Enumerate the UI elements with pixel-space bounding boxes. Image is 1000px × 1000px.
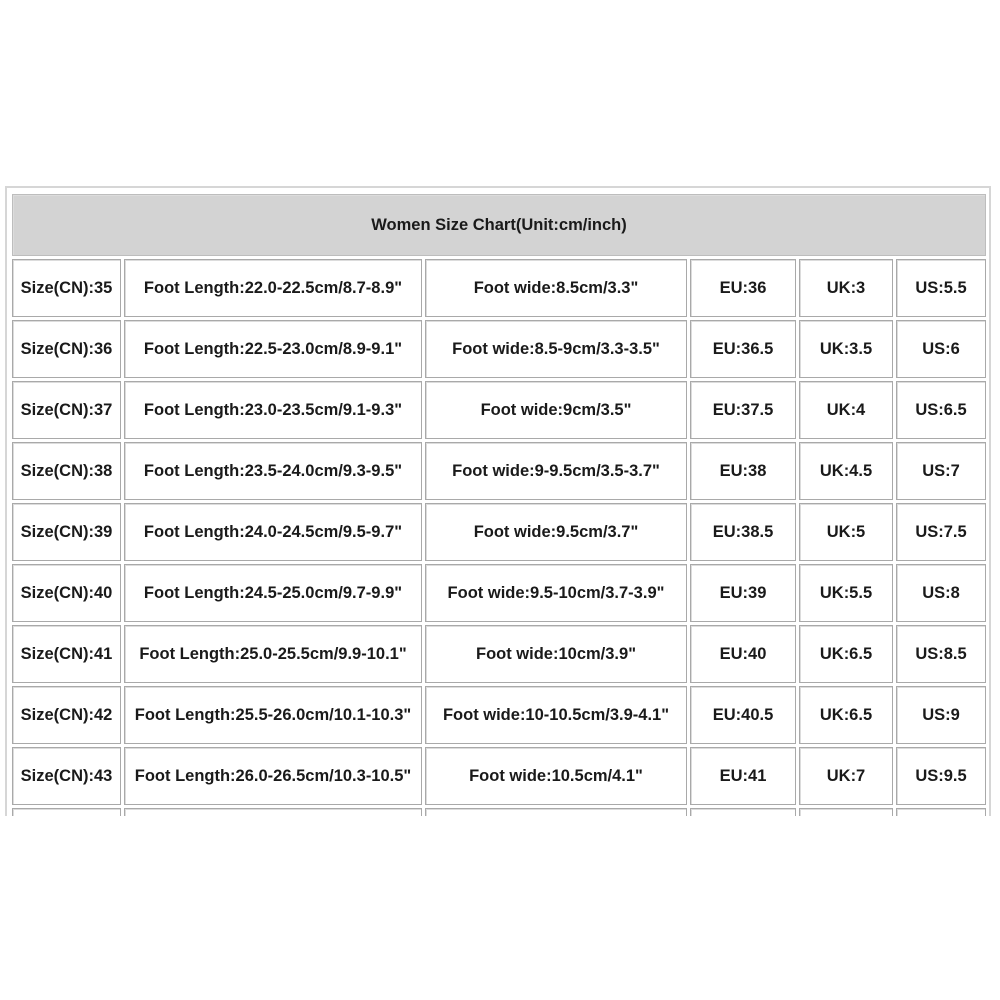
foot-width-cell: Foot wide:9.5cm/3.7" xyxy=(425,503,687,561)
eu-size-cell: EU:38 xyxy=(690,442,796,500)
foot-width-cell: Foot wide:10cm/3.9" xyxy=(425,625,687,683)
empty-cell xyxy=(12,808,121,816)
size-chart-table xyxy=(9,191,989,816)
size-chart-frame xyxy=(5,186,991,816)
us-size-cell: US:8 xyxy=(896,564,986,622)
uk-size-cell: UK:7 xyxy=(799,747,893,805)
foot-length-cell: Foot Length:26.0-26.5cm/10.3-10.5" xyxy=(124,747,422,805)
empty-cell xyxy=(799,808,893,816)
eu-size-cell: EU:36 xyxy=(690,259,796,317)
foot-width-cell: Foot wide:8.5-9cm/3.3-3.5" xyxy=(425,320,687,378)
foot-width-cell: Foot wide:9cm/3.5" xyxy=(425,381,687,439)
table-row xyxy=(12,747,986,805)
table-row xyxy=(12,381,986,439)
foot-length-cell: Foot Length:24.5-25.0cm/9.7-9.9" xyxy=(124,564,422,622)
foot-length-cell: Foot Length:25.0-25.5cm/9.9-10.1" xyxy=(124,625,422,683)
us-size-cell: US:6.5 xyxy=(896,381,986,439)
table-row-cropped xyxy=(12,808,986,816)
foot-width-cell: Foot wide:10-10.5cm/3.9-4.1" xyxy=(425,686,687,744)
us-size-cell: US:9 xyxy=(896,686,986,744)
uk-size-cell: UK:6.5 xyxy=(799,625,893,683)
eu-size-cell: EU:37.5 xyxy=(690,381,796,439)
cn-size-cell: Size(CN):36 xyxy=(12,320,121,378)
uk-size-cell: UK:3.5 xyxy=(799,320,893,378)
cn-size-cell: Size(CN):41 xyxy=(12,625,121,683)
cn-size-cell: Size(CN):40 xyxy=(12,564,121,622)
foot-width-cell: Foot wide:9.5-10cm/3.7-3.9" xyxy=(425,564,687,622)
empty-cell xyxy=(896,808,986,816)
table-row xyxy=(12,686,986,744)
us-size-cell: US:5.5 xyxy=(896,259,986,317)
us-size-cell: US:7 xyxy=(896,442,986,500)
us-size-cell: US:6 xyxy=(896,320,986,378)
eu-size-cell: EU:40.5 xyxy=(690,686,796,744)
uk-size-cell: UK:4.5 xyxy=(799,442,893,500)
foot-width-cell: Foot wide:8.5cm/3.3" xyxy=(425,259,687,317)
empty-cell xyxy=(425,808,687,816)
us-size-cell: US:9.5 xyxy=(896,747,986,805)
table-title-row xyxy=(12,194,986,256)
uk-size-cell: UK:4 xyxy=(799,381,893,439)
eu-size-cell: EU:36.5 xyxy=(690,320,796,378)
foot-length-cell: Foot Length:22.5-23.0cm/8.9-9.1" xyxy=(124,320,422,378)
cn-size-cell: Size(CN):42 xyxy=(12,686,121,744)
cn-size-cell: Size(CN):39 xyxy=(12,503,121,561)
eu-size-cell: EU:41 xyxy=(690,747,796,805)
foot-length-cell: Foot Length:22.0-22.5cm/8.7-8.9" xyxy=(124,259,422,317)
uk-size-cell: UK:3 xyxy=(799,259,893,317)
foot-length-cell: Foot Length:25.5-26.0cm/10.1-10.3" xyxy=(124,686,422,744)
foot-length-cell: Foot Length:23.0-23.5cm/9.1-9.3" xyxy=(124,381,422,439)
cn-size-cell: Size(CN):37 xyxy=(12,381,121,439)
cn-size-cell: Size(CN):35 xyxy=(12,259,121,317)
us-size-cell: US:8.5 xyxy=(896,625,986,683)
table-row xyxy=(12,564,986,622)
eu-size-cell: EU:40 xyxy=(690,625,796,683)
eu-size-cell: EU:39 xyxy=(690,564,796,622)
table-row xyxy=(12,442,986,500)
foot-width-cell: Foot wide:9-9.5cm/3.5-3.7" xyxy=(425,442,687,500)
foot-length-cell: Foot Length:23.5-24.0cm/9.3-9.5" xyxy=(124,442,422,500)
uk-size-cell: UK:6.5 xyxy=(799,686,893,744)
foot-width-cell: Foot wide:10.5cm/4.1" xyxy=(425,747,687,805)
uk-size-cell: UK:5.5 xyxy=(799,564,893,622)
table-row xyxy=(12,503,986,561)
empty-cell xyxy=(690,808,796,816)
foot-length-cell: Foot Length:24.0-24.5cm/9.5-9.7" xyxy=(124,503,422,561)
table-row xyxy=(12,259,986,317)
eu-size-cell: EU:38.5 xyxy=(690,503,796,561)
cn-size-cell: Size(CN):38 xyxy=(12,442,121,500)
cn-size-cell: Size(CN):43 xyxy=(12,747,121,805)
table-title: Women Size Chart(Unit:cm/inch) xyxy=(12,194,986,256)
uk-size-cell: UK:5 xyxy=(799,503,893,561)
empty-cell xyxy=(124,808,422,816)
us-size-cell: US:7.5 xyxy=(896,503,986,561)
table-row xyxy=(12,320,986,378)
table-row xyxy=(12,625,986,683)
